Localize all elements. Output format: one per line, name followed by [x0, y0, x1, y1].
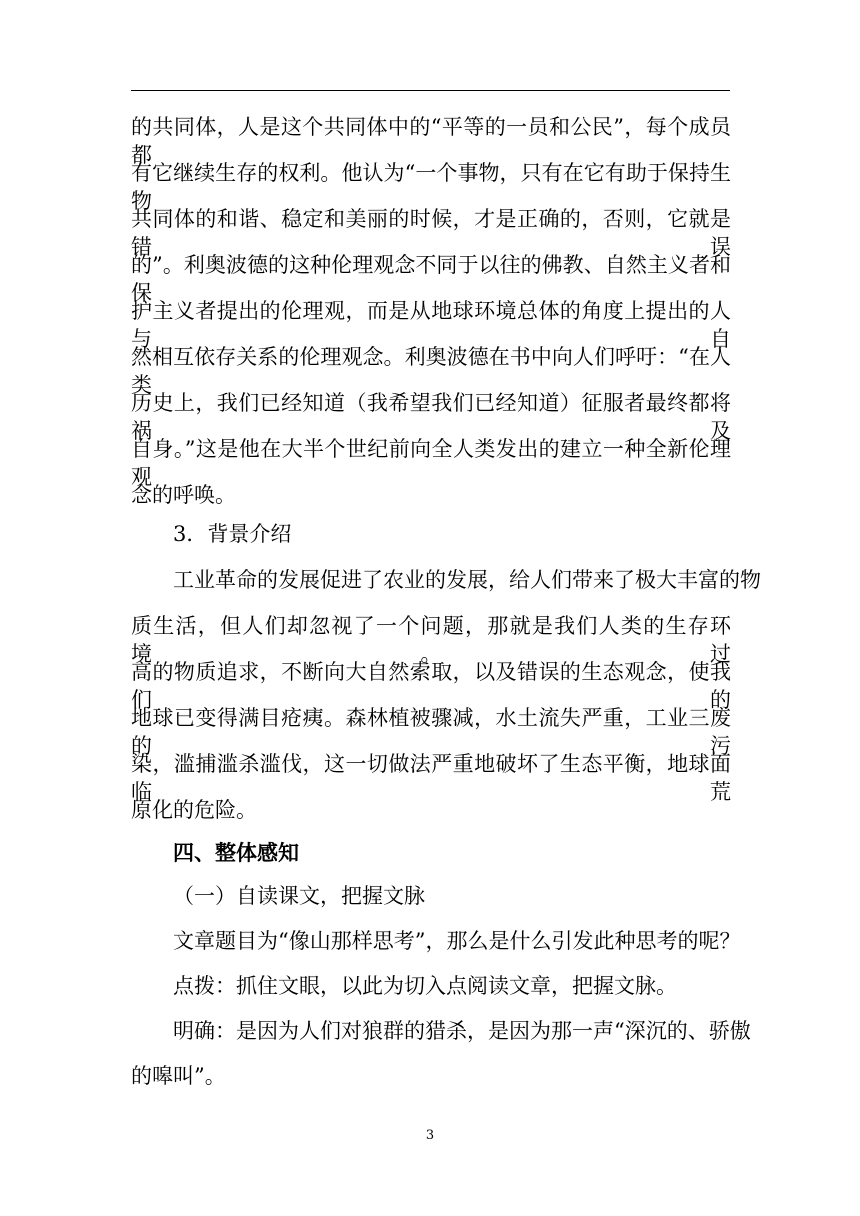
text-line: 有它继续生存的权利。他认为“一个事物，只有在它有助于保持生物: [131, 161, 731, 213]
text-line: 工业革命的发展促进了农业的发展，给人们带来了极大丰富的物: [173, 568, 761, 592]
section-heading: 四、整体感知: [173, 840, 299, 865]
text-line: 的嗥叫”。: [131, 1064, 226, 1088]
text-line: 念的呼唤。: [131, 483, 236, 507]
header-rule: [131, 90, 730, 91]
section-heading: 3．背景介绍: [173, 522, 292, 546]
text-line: 自身。”这是他在大半个世纪前向全人类发出的建立一种全新伦理观: [131, 437, 731, 489]
text-line: 地球已变得满目疮痍。森林植被骤减，水土流失严重，工业三废的污: [131, 706, 731, 758]
text-line: 的共同体，人是这个共同体中的“平等的一员和公民”，每个成员都: [131, 115, 731, 167]
text-line: 高的物质追求，不断向大自然索取，以及错误的生态观念，使我们的: [131, 660, 731, 712]
text-line: 点拨：抓住文眼，以此为切入点阅读文章，把握文脉。: [173, 974, 677, 998]
text-line: 历史上，我们已经知道（我希望我们已经知道）征服者最终都将祸及: [131, 391, 731, 443]
text-line: 的”。利奥波德的这种伦理观念不同于以往的佛教、自然主义者和保: [131, 253, 731, 305]
text-line: 护主义者提出的伦理观，而是从地球环境总体的角度上提出的人与自: [131, 299, 731, 351]
text-line: 然相互依存关系的伦理观念。利奥波德在书中向人们呼吁：“在人类: [131, 345, 731, 397]
text-line: 原化的危险。: [131, 798, 257, 822]
text-line: 染，滥捕滥杀滥伐，这一切做法严重地破坏了生态平衡，地球面临荒: [131, 752, 731, 804]
text-line: 共同体的和谐、稳定和美丽的时候，才是正确的，否则，它就是错误: [131, 207, 731, 259]
text-line: 明确：是因为人们对狼群的猎杀，是因为那一声“深沉的、骄傲: [173, 1019, 751, 1043]
page-number: 3: [425, 1128, 435, 1143]
text-line: 文章题目为“像山那样思考”，那么是什么引发此种思考的呢？: [173, 929, 741, 953]
subsection-heading: （一）自读课文，把握文脉: [173, 884, 425, 908]
text-line: 质生活，但人们却忽视了一个问题，那就是我们人类的生存环境。过: [131, 614, 731, 666]
